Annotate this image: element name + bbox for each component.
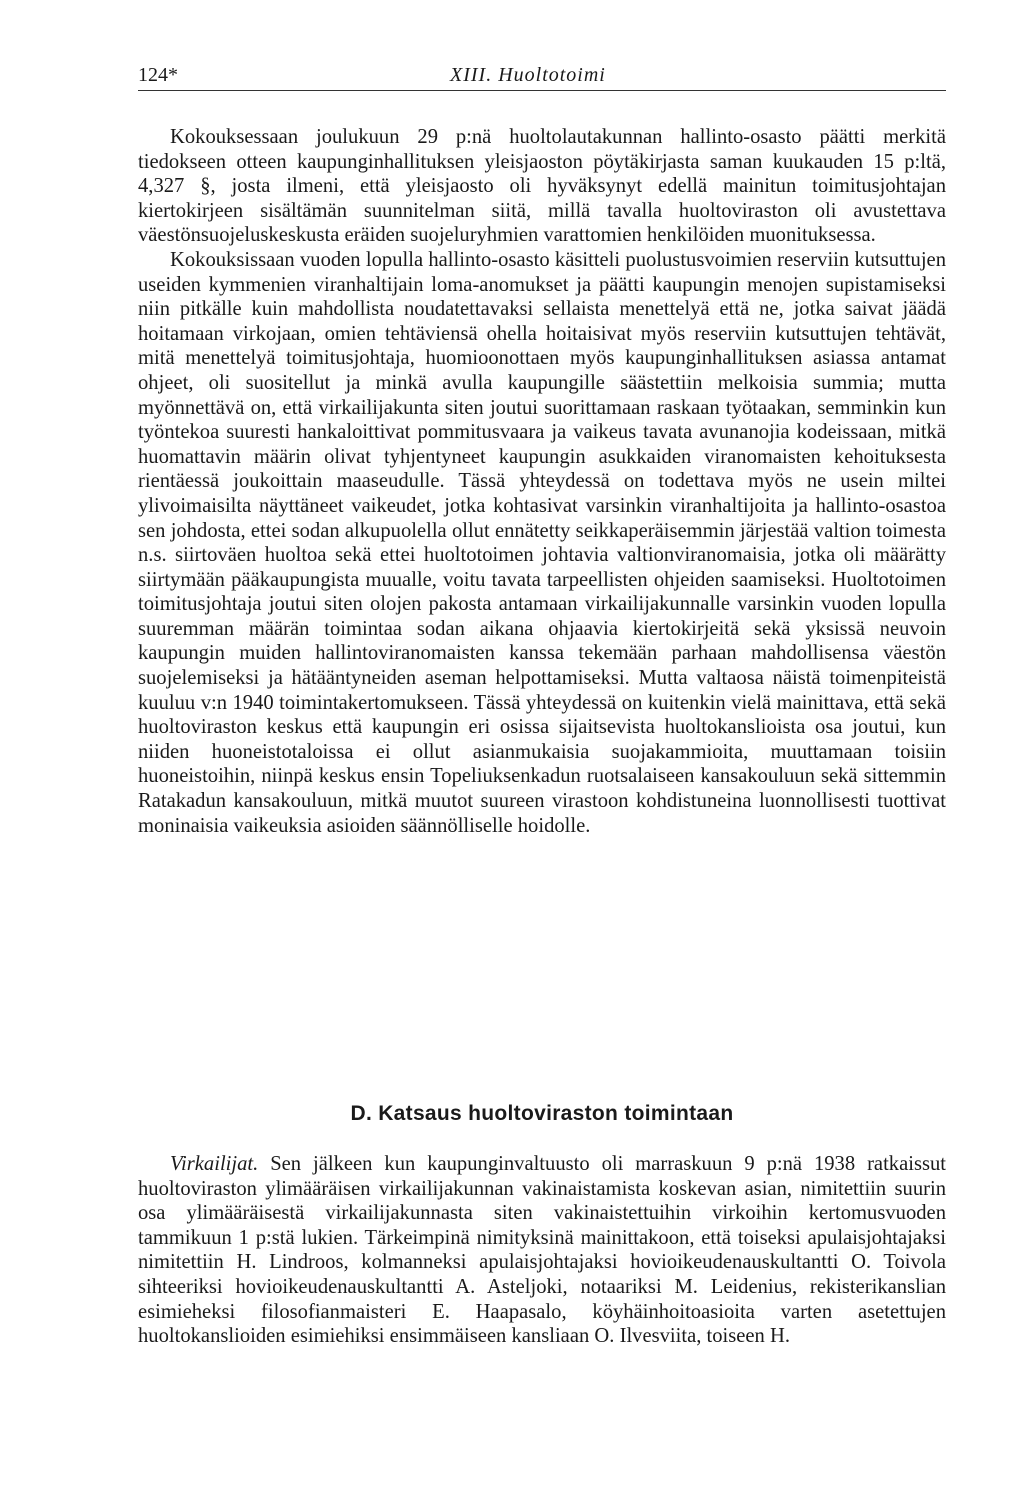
paragraph: Kokouksissaan vuoden lopulla hallinto-osasto käsitteli puolustusvoimien reserviin kutsuttujen useiden kymmenien viranhaltijain loma-anomukset ja päätti kaupungin menojen supistamiseksi niin pitkälle kuin mahdollista noudatettavaksi sellaista menettelyä että ne, jotka saivat jäädä hoitamaan virkojaan, omien tehtäviensä ohella hoitaisivat myös reserviin kutsuttujen tehtävät, mitä menettelyä toimitusjohtaja, huomioonottaen myös kaupunginhallituksen asiassa antamat ohjeet, oli suositellut ja minkä avulla kaupungille säästettiin melkoisia summia; mutta myönnettävä on, että virkailijakunta siten joutui suorittamaan raskaan työtaakan, semminkin kun työntekoa suuresti hankaloittivat pommitusvaara ja vaikeus tavata avunanojia kodeissaan, mitkä huomattavin määrin olivat tyhjentyneet kaupungin asukkaiden viranomaisten kehoituksesta rientäessä joukoittain maaseudulle. Tässä yhteydessä on todettava myös ne usein miltei ylivoimaisilta näyttäneet vaikeudet, jotka kohtasivat varsinkin viranhaltijoita ja hallinto-osastoa sen johdosta, ettei sodan alkupuolella ollut ennätetty seikkaperäisemmin järjestää valtion toimesta n.s. siirtoväen huoltoa sekä ettei huoltotoimen johtavia valtionviranomaisia, jotka oli määrätty siirtymään pääkaupungista muualle, voitu tavata tarpeellisten ohjeiden saamiseksi. Huoltotoimen toimitusjohtaja joutui siten olojen pakosta antamaan virkailijakunnalle varsinkin vuoden lopulla suuremman määrän toimintaa sodan aikana ohjaavia kiertokirjeitä sekä yksissä neuvoin kaupungin muiden hallintoviranomaisten kanssa tekemään parhaan mahdollisensa väestön suojelemiseksi ja hätääntyneiden aseman helpottamiseksi. Mutta valtaosa näistä toimenpiteistä kuuluu v:n 1940 toimintakertomukseen. Tässä yhteydessä on kuitenkin vielä mainittava, että sekä huoltoviraston keskus että kaupungin eri osissa sijaitsevista huoltokanslioista osa joutui, kun niiden huoneistotaloissa ei ollut asianmukaisia suojakammioita, muuttamaan toisiin huoneistoihin, niinpä keskus ensin Topeliuksenkadun ruotsalaiseen kansakouluun sekä sittemmin Ratakadun kansakouluun, mitkä muutot suureen virastoon kohdistuneina luonnollisesti tuottivat moninaisia vaikeuksia asioiden säännölliselle hoidolle. xyxy=(138,248,946,837)
paragraph-text: Sen jälkeen kun kaupunginvaltuusto oli marraskuun 9 p:nä 1938 ratkaissut huoltoviraston ylimääräisen virkailijakunnan vakinaistamista koskevan asian, nimitettiin suurin osa ylimääräisestä virkailijakunnasta siten vakinaistettuihin virkoihin kertomusvuoden tammikuun 1 p:stä lukien. Tärkeimpinä nimityksinä mainittakoon, että toiseksi apulaisjohtajaksi nimitettiin H. Lindroos, kolmanneksi apulaisjohtajaksi hovioikeudenauskultantti O. Toivola sihteeriksi hovioikeudenauskultantti A. Asteljoki, notaariksi M. Leidenius, rekisterikanslian esimieheksi filosofianmaisteri E. Haapasalo, köyhäinhoitoasioita varten asetettujen huoltokanslioiden esimiehiksi ensimmäiseen kansliaan O. Ilvesviita, toiseen H. xyxy=(138,1153,946,1348)
page-header xyxy=(138,64,946,91)
paragraph xyxy=(138,1152,946,1349)
page-number: 124* xyxy=(138,64,178,86)
paragraph: Kokouksessaan joulukuun 29 p:nä huoltolautakunnan hallinto-osasto päätti merkitä tiedokseen otteen kaupunginhallituksen yleisjaoston pöytäkirjasta saman kuukauden 15 p:ltä, 4,327 §, josta ilmeni, että yleisjaosto oli hyväksynyt edellä mainitun toimitusjohtajan kiertokirjeen sisältämän suunnitelman siitä, millä tavalla huoltoviraston oli avustettava väestönsuojeluskeskusta eräiden suojeluryhmien varattomien henkilöiden muonituksessa. xyxy=(138,126,946,247)
body-text xyxy=(138,125,946,838)
running-head: XIII. Huoltotoimi xyxy=(450,64,606,86)
section-heading: D. Katsaus huoltoviraston toimintaan xyxy=(350,1102,734,1125)
run-in-label: Virkailijat. xyxy=(170,1153,259,1175)
section-body-text xyxy=(138,1152,946,1349)
